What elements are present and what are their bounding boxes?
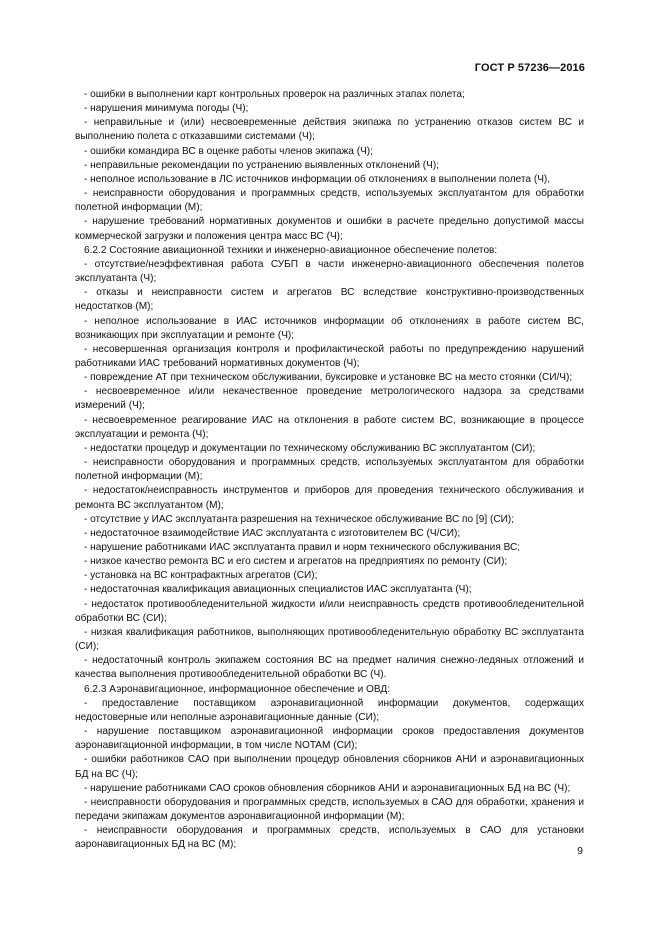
- list-item: - ошибки командира ВС в оценке работы членов экипажа (Ч);: [84, 145, 373, 157]
- list-item: - неисправности оборудования и программных средств, используемых эксплуатантом для обработки полетной информации (М);: [75, 457, 584, 483]
- list-item: - повреждение АТ при техническом обслуживании, буксировке и установке ВС на место стоянки (СИ/Ч);: [84, 372, 573, 384]
- list-item: - недостаток противообледенительной жидкости и/или неисправность средств противообледенительной обработки ВС (СИ);: [75, 598, 584, 624]
- section-heading: 6.2.2 Состояние авиационной техники и инженерно-авиационное обеспечение полетов:: [84, 244, 498, 256]
- list-item: - неисправности оборудования и программных средств, используемых в САО для установки аэронавигационных БД на ВС (М);: [75, 825, 584, 851]
- document-body: [75, 88, 584, 852]
- list-item: - неправильные и (или) несвоевременные действия экипажа по устранению отказов систем ВС и выполнению полета с отказавшими системами (Ч);: [75, 117, 584, 143]
- list-item: - неправильные рекомендации по устранению выявленных отклонений (Ч);: [84, 159, 440, 171]
- list-item: - недостаточное взаимодействие ИАС эксплуатанта с изготовителем ВС (Ч/СИ);: [84, 527, 461, 539]
- list-item: - недостаточная квалификация авиационных специалистов ИАС эксплуатанта (Ч);: [84, 584, 472, 596]
- list-item: - отказы и неисправности систем и агрегатов ВС вследствие конструктивно-производственных недостатков (М);: [75, 287, 584, 313]
- document-code-header: ГОСТ Р 57236—2016: [474, 62, 585, 74]
- list-item: - отсутствие/неэффективная работа СУБП в части инженерно-авиационного обеспечения полетов эксплуатанта (Ч);: [75, 258, 584, 285]
- list-item: - несвоевременное реагирование ИАС на отклонения в работе систем ВС, возникающие в процессе эксплуатации и ремонта (Ч);: [75, 414, 584, 440]
- list-item: - несвоевременное и/или некачественное проведение метрологического надзора за средствами измерений (Ч);: [75, 386, 584, 412]
- list-item: - неполное использование в ИАС источников информации об отклонениях в работе систем ВС, возникающих при эксплуатации и ремонте (Ч);: [75, 315, 584, 341]
- page-number: 9: [577, 845, 583, 857]
- list-item: - низкая квалификация работников, выполняющих противообледенительную обработку ВС эксплуатанта (СИ);: [75, 626, 584, 653]
- list-item: - неисправности оборудования и программных средств, используемых в САО для обработки, хранения и передачи экипажам документов аэронавигационной информации (М);: [75, 796, 584, 822]
- list-item: - недостаток/неисправность инструментов и приборов для проведения технического обслуживания и ремонта ВС эксплуатантом (М);: [75, 485, 584, 511]
- list-item: - ошибки в выполнении карт контрольных проверок на различных этапах полета;: [84, 89, 465, 100]
- list-item: - недостатки процедур и документации по техническому обслуживанию ВС эксплуатантом (СИ);: [84, 442, 536, 454]
- list-item: - нарушение требований нормативных документов и ошибки в расчете предельно допустимой массы коммерческой загрузки и положения центра масс ВС (Ч);: [75, 216, 584, 242]
- list-item: - установка на ВС контрафактных агрегатов (СИ);: [84, 570, 318, 582]
- list-item: - нарушения минимума погоды (Ч);: [84, 103, 249, 115]
- list-item: - низкое качество ремонта ВС и его систем и агрегатов на предприятиях по ремонту (СИ);: [84, 556, 508, 568]
- list-item: - предоставление поставщиком аэронавигационной информации документов, содержащих недостоверные или неполные аэронавигационные данные (СИ);: [75, 697, 584, 723]
- list-item: - нарушение поставщиком аэронавигационной информации сроков предоставления документов аэронавигационной информации, в том числе NOTAM (СИ);: [75, 726, 584, 752]
- list-item: - нарушение работниками ИАС эксплуатанта правил и норм технического обслуживания ВС;: [84, 542, 521, 553]
- list-item: - нарушение работниками САО сроков обновления сборников АНИ и аэронавигационных БД на ВС (Ч);: [84, 782, 571, 794]
- list-item: - недостаточный контроль экипажем состояния ВС на предмет наличия снежно-ледяных отложений и качества выполнения противообледенительной обработки ВС (Ч).: [75, 655, 584, 681]
- list-item: - ошибки работников САО при выполнении процедур обновления сборников АНИ и аэронавигационных БД на ВС (Ч);: [75, 754, 584, 780]
- list-item: - отсутствие у ИАС эксплуатанта разрешения на техническое обслуживание ВС по [9] (СИ);: [84, 513, 515, 525]
- list-item: - несовершенная организация контроля и профилактической работы по предупреждению нарушений работниками ИАС требований нормативных документов (Ч);: [75, 343, 584, 369]
- section-heading: 6.2.3 Аэронавигационное, информационное обеспечение и ОВД:: [84, 683, 391, 695]
- list-item: - неисправности оборудования и программных средств, используемых эксплуатантом для обработки полетной информации (М);: [75, 188, 584, 214]
- list-item: - неполное использование в ЛС источников информации об отклонениях в выполнении полета (Ч),: [84, 173, 551, 185]
